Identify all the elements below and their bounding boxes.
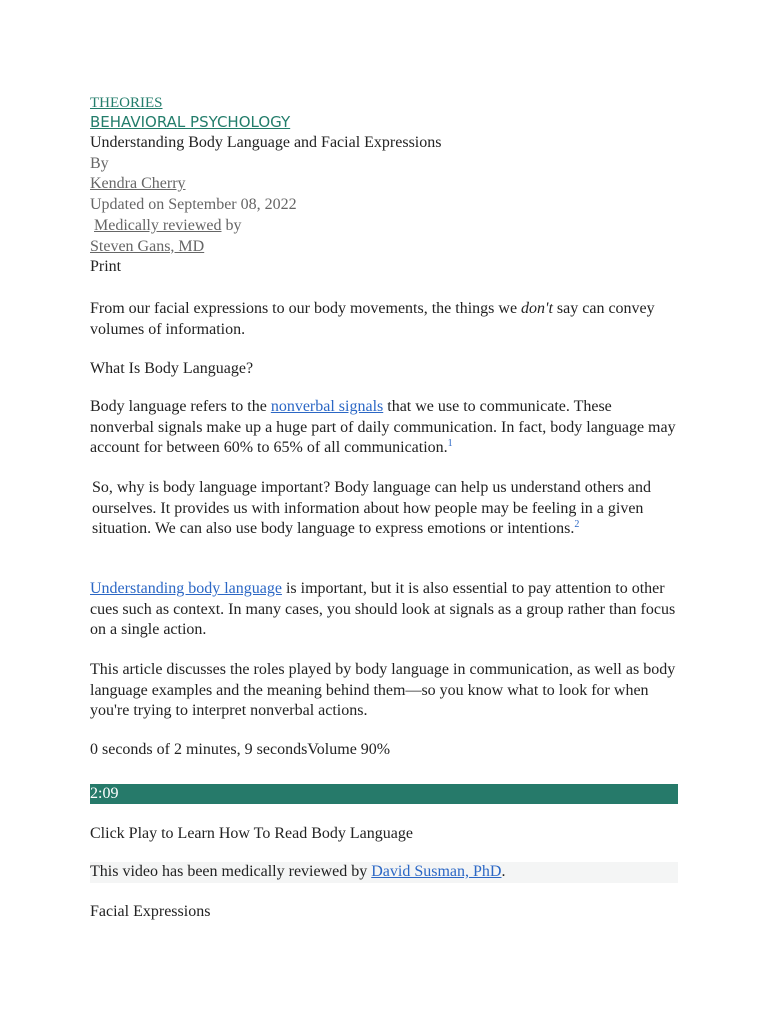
medically-reviewed-link[interactable]: Medically reviewed <box>94 216 222 234</box>
updated-date: Updated on September 08, 2022 <box>90 196 297 214</box>
byline-by: By <box>90 154 109 172</box>
author-link[interactable]: Kendra Cherry <box>90 175 186 193</box>
video-reviewed-suffix: . <box>501 863 506 880</box>
video-reviewer-link[interactable]: David Susman, PhD <box>371 863 502 880</box>
footnote-1[interactable]: 1 <box>447 438 453 450</box>
breadcrumb-theories-link[interactable]: THEORIES <box>90 95 163 111</box>
why-paragraph <box>92 478 678 540</box>
body-language-text-end: that we use to communicate. These nonverbal signals make up a huge part of daily communication. In fact, body language may account for between 60% to 65% of all communication. <box>90 398 676 457</box>
intro-text: From our facial expressions to our body movements, the things we <box>90 300 522 317</box>
video-player-bar[interactable] <box>90 784 678 804</box>
nonverbal-signals-link[interactable]: nonverbal signals <box>270 398 384 415</box>
video-reviewed-text <box>90 862 678 883</box>
understanding-paragraph <box>90 579 678 641</box>
article-summary-paragraph: This article discusses the roles played by body language in communication, as well as body language examples and the meaning behind them—so you know what to look for when you're trying to interpret nonverbal actions. <box>90 661 676 720</box>
reviewed-by-suffix: by <box>221 216 242 234</box>
intro-text-end: say can convey volumes of information. <box>90 300 655 338</box>
breadcrumb-behavioral-psychology-link[interactable]: BEHAVIORAL PSYCHOLOGY <box>90 113 291 131</box>
section-heading-facial-expressions: Facial Expressions <box>90 903 211 920</box>
understanding-text: is important, but it is also essential to pay attention to other cues such as context. In many cases, you should look at signals as a group rather than focus on a single action. <box>90 580 676 639</box>
video-reviewed-prefix: This video has been medically reviewed by <box>90 863 372 880</box>
understanding-body-language-link[interactable]: Understanding body language <box>90 580 282 597</box>
article-header <box>90 133 678 278</box>
section-heading-body-language: What Is Body Language? <box>90 360 254 377</box>
breadcrumb <box>90 93 678 113</box>
body-language-text: Body language refers to the <box>90 398 271 415</box>
why-text: So, why is body language important? Body language can help us understand others and ourselves. It provides us with information about how people may be feeling in a given situation. We can also use body language to express emotions or intentions. <box>92 479 651 538</box>
video-caption: Click Play to Learn How To Read Body Language <box>90 825 413 842</box>
medically-reviewed-line <box>90 216 678 237</box>
video-status-text: 0 seconds of 2 minutes, 9 secondsVolume 90% <box>90 741 391 758</box>
video-duration: 2:09 <box>90 785 119 802</box>
intro-emphasis: don't <box>521 300 553 317</box>
page-title: Understanding Body Language and Facial Expressions <box>90 134 442 151</box>
intro-paragraph <box>90 299 678 340</box>
print-button[interactable]: Print <box>90 258 122 276</box>
footnote-2[interactable]: 2 <box>574 519 580 531</box>
body-language-paragraph <box>90 397 678 459</box>
reviewer-link[interactable]: Steven Gans, MD <box>90 237 205 255</box>
